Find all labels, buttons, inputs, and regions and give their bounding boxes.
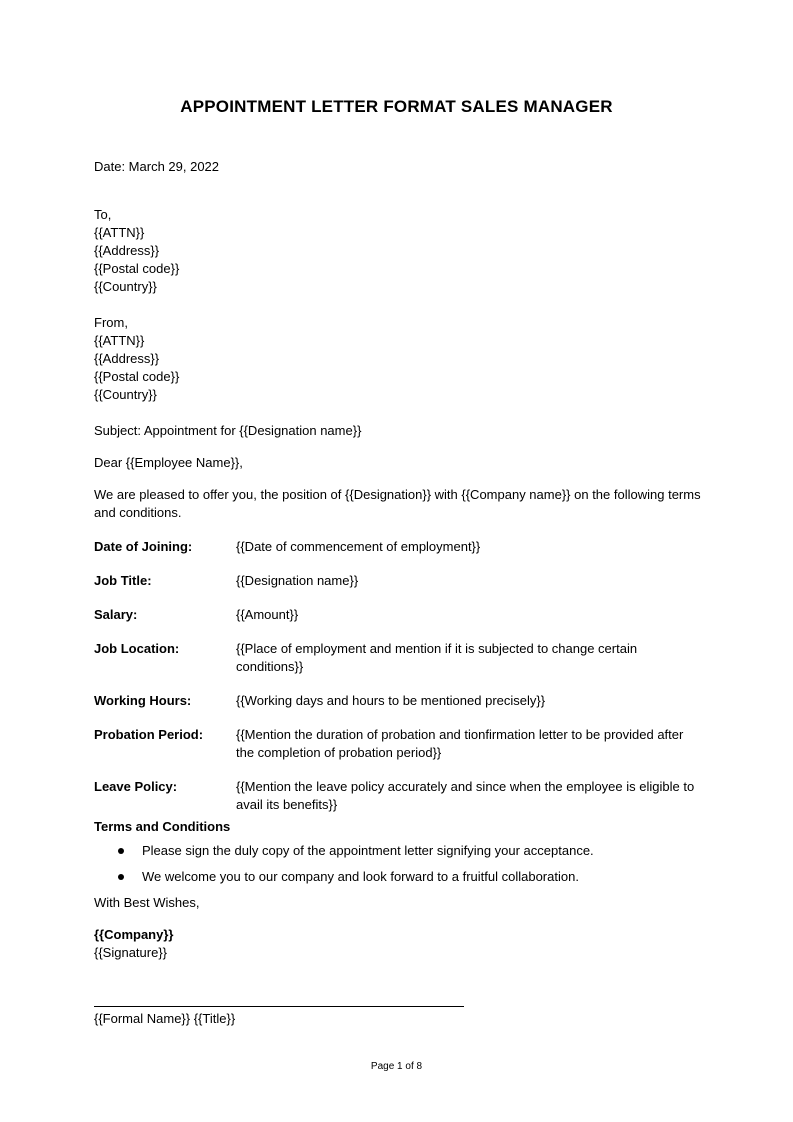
term-value: {{Place of employment and mention if it is subjected to change certain conditions}} xyxy=(236,641,638,674)
sender-block xyxy=(94,314,704,404)
signature-line xyxy=(94,1006,464,1007)
signature: {{Signature}} xyxy=(94,945,168,960)
from-label: From, xyxy=(94,315,128,330)
term-row-working-hours xyxy=(94,692,704,710)
letter-body xyxy=(94,158,704,962)
term-label: Leave Policy: xyxy=(94,779,178,794)
term-row-date-of-joining xyxy=(94,538,704,556)
term-value: {{Mention the duration of probation and tionfirmation letter to be provided after the completion of probation period}} xyxy=(236,727,684,760)
from-attn: {{ATTN}} xyxy=(94,333,145,348)
to-country: {{Country}} xyxy=(94,279,157,294)
conditions-list xyxy=(94,842,704,886)
from-postal-code: {{Postal code}} xyxy=(94,369,180,384)
term-value: {{Designation name}} xyxy=(236,573,359,588)
subject-line: Subject: Appointment for {{Designation name}} xyxy=(94,423,362,438)
bullet-icon xyxy=(118,874,124,880)
term-label: Date of Joining: xyxy=(94,539,193,554)
document-title: APPOINTMENT LETTER FORMAT SALES MANAGER xyxy=(180,97,613,116)
date-line: Date: March 29, 2022 xyxy=(94,159,220,174)
term-label: Working Hours: xyxy=(94,693,192,708)
salutation: Dear {{Employee Name}}, xyxy=(94,455,243,470)
from-country: {{Country}} xyxy=(94,387,157,402)
formal-name: {{Formal Name}} {{Title}} xyxy=(94,1011,236,1026)
term-row-job-location xyxy=(94,640,704,676)
term-value: {{Amount}} xyxy=(236,607,299,622)
terms-table xyxy=(94,538,704,814)
term-value: {{Date of commencement of employment}} xyxy=(236,539,481,554)
company-name: {{Company}} xyxy=(94,927,174,942)
bullet-icon xyxy=(118,848,124,854)
to-attn: {{ATTN}} xyxy=(94,225,145,240)
condition-text: We welcome you to our company and look forward to a fruitful collaboration. xyxy=(142,869,579,884)
to-address: {{Address}} xyxy=(94,243,160,258)
term-row-leave-policy xyxy=(94,778,704,814)
page-footer: Page 1 of 8 xyxy=(370,1061,423,1072)
list-item xyxy=(94,868,704,886)
condition-text: Please sign the duly copy of the appointment letter signifying your acceptance. xyxy=(142,843,594,858)
term-row-salary xyxy=(94,606,704,624)
recipient-block xyxy=(94,206,704,296)
to-label: To, xyxy=(94,207,112,222)
closing: With Best Wishes, xyxy=(94,895,200,910)
term-row-probation-period xyxy=(94,726,704,762)
term-label: Job Location: xyxy=(94,641,180,656)
term-value: {{Mention the leave policy accurately and since when the employee is eligible to avail its benefits}} xyxy=(236,779,695,812)
term-label: Salary: xyxy=(94,607,138,622)
term-row-job-title xyxy=(94,572,704,590)
list-item xyxy=(94,842,704,860)
intro-paragraph: We are pleased to offer you, the position of {{Designation}} with {{Company name}} on the following terms and conditions. xyxy=(94,487,701,520)
conditions-heading: Terms and Conditions xyxy=(94,819,231,834)
term-label: Job Title: xyxy=(94,573,152,588)
to-postal-code: {{Postal code}} xyxy=(94,261,180,276)
from-address: {{Address}} xyxy=(94,351,160,366)
term-label: Probation Period: xyxy=(94,727,204,742)
term-value: {{Working days and hours to be mentioned precisely}} xyxy=(236,693,546,708)
